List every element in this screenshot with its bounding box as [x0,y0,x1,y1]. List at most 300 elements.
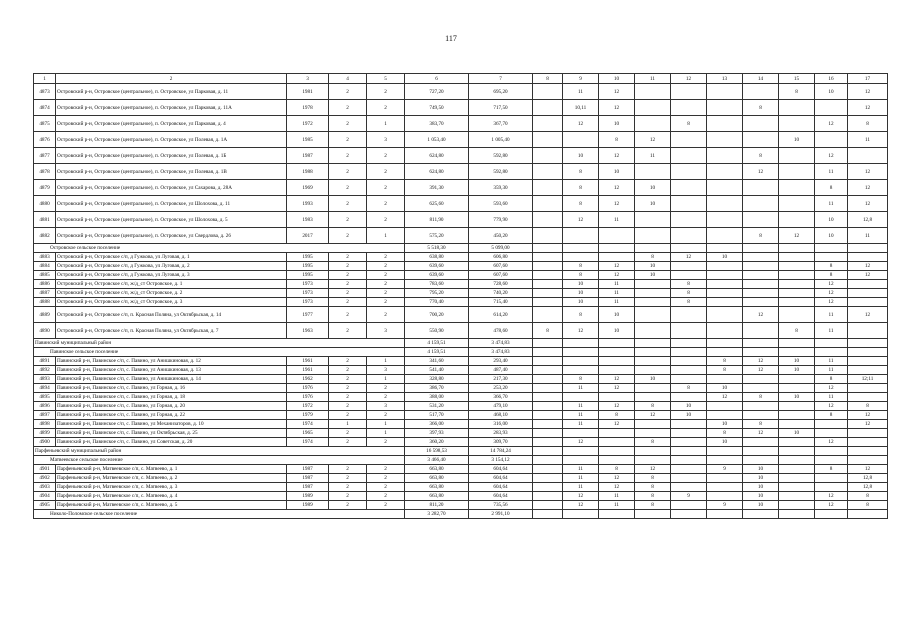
table-cell [779,456,815,465]
address-cell: Островский р-н, Островское с/п, ж/д_ст Островское, д. 2 [56,289,287,298]
row-number-cell: 4883 [34,253,56,262]
table-cell: 1974 [287,420,329,429]
table-row [34,357,888,366]
table-cell: 10 [743,483,779,492]
table-cell: 2 [367,271,405,280]
table-row [34,420,888,429]
table-cell: 2 [367,465,405,474]
table-cell: 700,20 [405,307,469,323]
settlement-subtotal-row [34,244,888,253]
table-cell: 1973 [287,298,329,307]
table-cell: 2 [329,402,367,411]
table-cell [563,348,599,357]
table-cell [707,339,743,348]
table-cell: 3 [367,132,405,148]
table-cell [635,280,671,289]
table-cell [671,339,707,348]
table-cell: 11 [563,483,599,492]
table-cell: 12 [848,196,888,212]
table-cell: 8 [635,402,671,411]
table-cell: 10 [743,501,779,510]
table-cell: 12 [707,393,743,402]
table-cell: 625,60 [405,196,469,212]
table-cell: 8 [779,323,815,339]
table-cell: 2 [329,164,367,180]
table-cell: 10 [779,357,815,366]
table-cell: 12 [848,262,888,271]
table-cell [635,366,671,375]
table-cell: 12 [815,402,848,411]
table-cell [779,148,815,164]
table-cell: 479,10 [469,402,533,411]
table-cell: 386,70 [405,384,469,393]
row-number-cell: 4893 [34,375,56,384]
address-cell: Павинский р-н, Павинское с/п, с. Павино, ул Горная, д. 18 [56,393,287,402]
table-cell: 12 [563,323,599,339]
subtotal-total-area: 4 159,51 [405,348,469,357]
table-cell: 8 [599,411,635,420]
table-cell: 12 [848,84,888,100]
table-cell: 2 [329,84,367,100]
table-cell: 12 [563,212,599,228]
table-cell: 2 [367,474,405,483]
table-cell [533,164,563,180]
table-cell: 8 [707,357,743,366]
table-cell: 9 [671,492,707,501]
table-cell: 2 [329,384,367,393]
address-cell: Павинский р-н, Павинское с/п, с. Павино, ул Анишкиновая, д. 12 [56,357,287,366]
address-cell: Павинский р-н, Павинское с/п, с. Павино, ул Анишкиновая, д. 14 [56,375,287,384]
table-cell [743,456,779,465]
table-cell: 12 [779,228,815,244]
table-cell [779,411,815,420]
table-cell: 10 [779,366,815,375]
table-cell [599,244,635,253]
table-cell: 1 [367,228,405,244]
table-cell [779,420,815,429]
table-cell: 783,60 [405,280,469,289]
table-cell [815,253,848,262]
table-cell: 2 [367,148,405,164]
table-cell: 1995 [287,262,329,271]
table-cell [563,228,599,244]
table-cell: 366,70 [469,393,533,402]
table-cell: 10 [563,298,599,307]
table-cell: 8 [848,402,888,411]
table-cell [848,348,888,357]
table-row [34,289,888,298]
table-cell: 607,60 [469,271,533,280]
address-cell: Островский р-н, Островское с/п, д Гужкова, ул Луговая, д. 2 [56,262,287,271]
table-row [34,228,888,244]
table-cell: 10 [635,196,671,212]
table-cell: 8 [743,148,779,164]
table-cell: 779,90 [469,212,533,228]
table-cell: 10 [635,375,671,384]
table-cell: 8 [635,501,671,510]
table-cell: 639,60 [405,271,469,280]
address-cell: Островский р-н, Островское с/п, ж/д_ст Островское, д. 3 [56,298,287,307]
table-cell [563,393,599,402]
table-cell [779,280,815,289]
row-number-cell: 4875 [34,116,56,132]
subtotal-living-area: 5 099,00 [469,244,533,253]
table-cell [779,447,815,456]
table-cell: 10 [563,280,599,289]
table-cell: 388,00 [405,393,469,402]
table-cell: 12 [743,164,779,180]
row-number-cell: 4882 [34,228,56,244]
table-row [34,393,888,402]
column-header-9: 9 [563,74,599,84]
table-cell [635,420,671,429]
table-cell: 359,30 [469,180,533,196]
table-cell: 2 [367,411,405,420]
table-cell [533,298,563,307]
table-cell: 8 [635,492,671,501]
table-cell: 1987 [287,474,329,483]
table-cell: 2 [367,298,405,307]
table-cell: 2 [329,280,367,289]
table-cell [779,339,815,348]
table-cell: 9 [707,465,743,474]
table-cell: 12 [599,375,635,384]
table-cell: 10 [671,402,707,411]
table-cell: 12 [815,116,848,132]
table-cell [599,253,635,262]
table-cell [635,447,671,456]
table-cell [635,384,671,393]
table-cell: 8 [563,307,599,323]
table-cell [848,357,888,366]
table-row [34,280,888,289]
table-cell: 12 [563,492,599,501]
table-cell [779,298,815,307]
table-cell: 487,40 [469,366,533,375]
table-cell: 10 [671,411,707,420]
table-cell: 604,64 [469,474,533,483]
address-cell: Островский р-н, Островское с/п, п. Красная Поляна, ул Октябрьская, д. 7 [56,323,287,339]
table-cell: 8 [563,375,599,384]
table-cell [743,411,779,420]
table-cell [815,348,848,357]
table-cell: 12 [815,492,848,501]
table-cell [671,212,707,228]
table-cell: 638,80 [405,253,469,262]
row-number-cell: 4904 [34,492,56,501]
table-cell: 10 [635,271,671,280]
table-cell [743,212,779,228]
table-cell: 10 [707,438,743,447]
table-cell [848,438,888,447]
table-cell: 12 [815,501,848,510]
table-cell [533,384,563,393]
table-cell: 607,60 [469,262,533,271]
table-cell: 10 [563,289,599,298]
table-cell: 8 [815,375,848,384]
table-cell: 11 [599,501,635,510]
table-cell: 12 [599,271,635,280]
table-cell [707,148,743,164]
table-cell: 1987 [287,148,329,164]
table-cell [533,420,563,429]
address-cell: Павинский р-н, Павинское с/п, с. Павино, ул Механизаторов, д. 10 [56,420,287,429]
table-cell: 3 [367,402,405,411]
column-header-1: 1 [34,74,56,84]
table-cell [533,132,563,148]
table-cell [599,447,635,456]
table-cell: 1985 [287,132,329,148]
district-subtotal-row [34,447,888,456]
table-cell: 735,56 [469,501,533,510]
table-cell: 8 [671,289,707,298]
table-row [34,501,888,510]
column-header-14: 14 [743,74,779,84]
table-cell: 663,80 [405,474,469,483]
table-cell: 8 [815,411,848,420]
table-cell [848,429,888,438]
table-cell [671,271,707,280]
table-cell [533,474,563,483]
table-cell: 383,70 [405,116,469,132]
table-cell: 3 [367,323,405,339]
table-cell: 10 [707,384,743,393]
table-cell [671,420,707,429]
table-cell: 1 [367,375,405,384]
table-cell [599,429,635,438]
table-cell [599,438,635,447]
table-cell: 1979 [287,411,329,420]
address-cell: Островский р-н, Островское с/п, д Гужкова, ул Луговая, д. 1 [56,253,287,262]
table-cell: 253,20 [469,384,533,393]
table-cell: 450,20 [469,228,533,244]
table-cell [815,447,848,456]
table-cell: 12 [563,438,599,447]
table-cell [671,357,707,366]
table-cell: 550,90 [405,323,469,339]
table-row [34,474,888,483]
table-cell [599,456,635,465]
table-cell: 1983 [287,212,329,228]
table-cell: 592,80 [469,164,533,180]
table-cell [533,180,563,196]
table-row [34,84,888,100]
table-cell: 541,40 [405,366,469,375]
table-cell: 10 [743,474,779,483]
table-cell: 575,20 [405,228,469,244]
table-cell [563,510,599,519]
table-cell: 11 [563,384,599,393]
table-row [34,164,888,180]
table-cell: 1987 [287,483,329,492]
table-cell [779,212,815,228]
column-header-8: 8 [533,74,563,84]
table-row [34,375,888,384]
column-header-7: 7 [469,74,533,84]
table-cell [743,132,779,148]
table-row [34,384,888,393]
table-cell: 11 [848,132,888,148]
table-cell: 8 [599,465,635,474]
table-cell: 8 [815,180,848,196]
table-cell: 517,70 [405,411,469,420]
table-cell [563,253,599,262]
table-cell [533,253,563,262]
table-cell: 12 [671,253,707,262]
column-number-header [34,74,888,84]
table-cell: 11 [563,420,599,429]
table-cell [848,323,888,339]
subtotal-total-area: 5 518,30 [405,244,469,253]
table-cell: 2 [329,357,367,366]
table-cell [779,438,815,447]
table-cell [533,100,563,116]
address-cell: Парфеньевский р-н, Матвеевское с/п, с. Матвеево, д. 2 [56,474,287,483]
table-cell: 8 [707,366,743,375]
table-cell [533,510,563,519]
table-cell: 1 [329,420,367,429]
table-cell [848,280,888,289]
table-cell [533,447,563,456]
table-row [34,180,888,196]
address-cell: Островский р-н, Островское (центральное), п. Островское, ул Полевая, д. 1А [56,132,287,148]
table-cell: 1962 [287,375,329,384]
row-number-cell: 4905 [34,501,56,510]
table-cell [563,132,599,148]
table-cell: 2 [367,84,405,100]
table-cell: 1 [367,429,405,438]
table-cell: 11 [563,474,599,483]
table-cell [815,429,848,438]
subtotal-total-area: 3 282,70 [405,510,469,519]
address-cell: Островский р-н, Островское с/п, ж/д_ст Островское, д. 1 [56,280,287,289]
table-cell: 12 [635,132,671,148]
table-cell [533,429,563,438]
address-cell: Островский р-н, Островское с/п, д Гужкова, ул Луговая, д. 3 [56,271,287,280]
table-cell [743,384,779,393]
table-cell [533,84,563,100]
table-cell [671,393,707,402]
table-cell [815,420,848,429]
table-cell: 728,60 [469,280,533,289]
table-cell: 2 [329,262,367,271]
table-cell: 604,64 [469,483,533,492]
table-cell: 1969 [287,180,329,196]
table-cell: 624,80 [405,164,469,180]
column-header-2: 2 [56,74,287,84]
table-cell [815,474,848,483]
table-cell: 1961 [287,366,329,375]
table-cell [815,132,848,148]
table-cell: 12,8 [848,474,888,483]
table-row [34,307,888,323]
table-cell: 10 [743,465,779,474]
row-number-cell: 4873 [34,84,56,100]
table-cell [707,510,743,519]
table-cell: 328,80 [405,375,469,384]
address-cell: Островский р-н, Островское (центральное), п. Островское, ул Шолохова, д. 11 [56,196,287,212]
table-cell: 2 [367,262,405,271]
table-cell: 1981 [287,84,329,100]
table-cell: 478,60 [469,323,533,339]
table-cell [635,289,671,298]
table-cell: 8 [635,483,671,492]
table-cell [671,510,707,519]
table-cell: 8 [671,298,707,307]
table-cell [743,180,779,196]
table-cell: 11 [815,196,848,212]
table-cell: 309,70 [469,438,533,447]
table-cell: 8 [743,393,779,402]
table-cell: 10 [599,164,635,180]
table-cell [707,84,743,100]
row-number-cell: 4884 [34,262,56,271]
table-cell [707,132,743,148]
row-number-cell: 4880 [34,196,56,212]
table-row [34,429,888,438]
subtotal-label: Павинский муниципальный район [34,339,405,348]
table-cell [533,339,563,348]
table-cell: 1972 [287,402,329,411]
table-row [34,438,888,447]
table-cell [533,262,563,271]
table-cell: 663,80 [405,483,469,492]
table-cell [779,253,815,262]
table-cell: 2 [367,196,405,212]
table-cell: 12 [743,366,779,375]
table-cell: 1 005,40 [469,132,533,148]
column-header-3: 3 [287,74,329,84]
table-cell [848,366,888,375]
table-cell [533,366,563,375]
table-cell [743,116,779,132]
table-cell: 606,80 [469,253,533,262]
table-cell: 12 [743,357,779,366]
table-cell: 8 [671,116,707,132]
table-cell [635,510,671,519]
table-row [34,262,888,271]
table-cell: 11 [599,492,635,501]
column-header-5: 5 [367,74,405,84]
table-cell: 2 [367,164,405,180]
address-cell: Островский р-н, Островское (центральное), п. Островское, ул Полевая, д. 1В [56,164,287,180]
table-cell: 604,64 [469,492,533,501]
table-cell: 10 [779,429,815,438]
address-cell: Павинский р-н, Павинское с/п, с. Павино, ул Горная, д. 22 [56,411,287,420]
table-cell: 2 [329,366,367,375]
table-cell [779,100,815,116]
subtotal-total-area: 16 598,53 [405,447,469,456]
table-cell [779,492,815,501]
table-cell [599,510,635,519]
table-cell [815,100,848,116]
table-row [34,116,888,132]
table-cell [707,456,743,465]
table-cell: 11 [563,402,599,411]
table-cell: 593,60 [469,196,533,212]
table-row [34,271,888,280]
row-number-cell: 4890 [34,323,56,339]
table-cell [707,180,743,196]
table-cell [671,483,707,492]
table-cell [635,164,671,180]
row-number-cell: 4887 [34,289,56,298]
address-cell: Островский р-н, Островское (центральное), п. Островское, ул Парковая, д. 11А [56,100,287,116]
table-cell: 10 [707,253,743,262]
table-cell [533,244,563,253]
table-cell [533,483,563,492]
table-cell: 11 [599,298,635,307]
